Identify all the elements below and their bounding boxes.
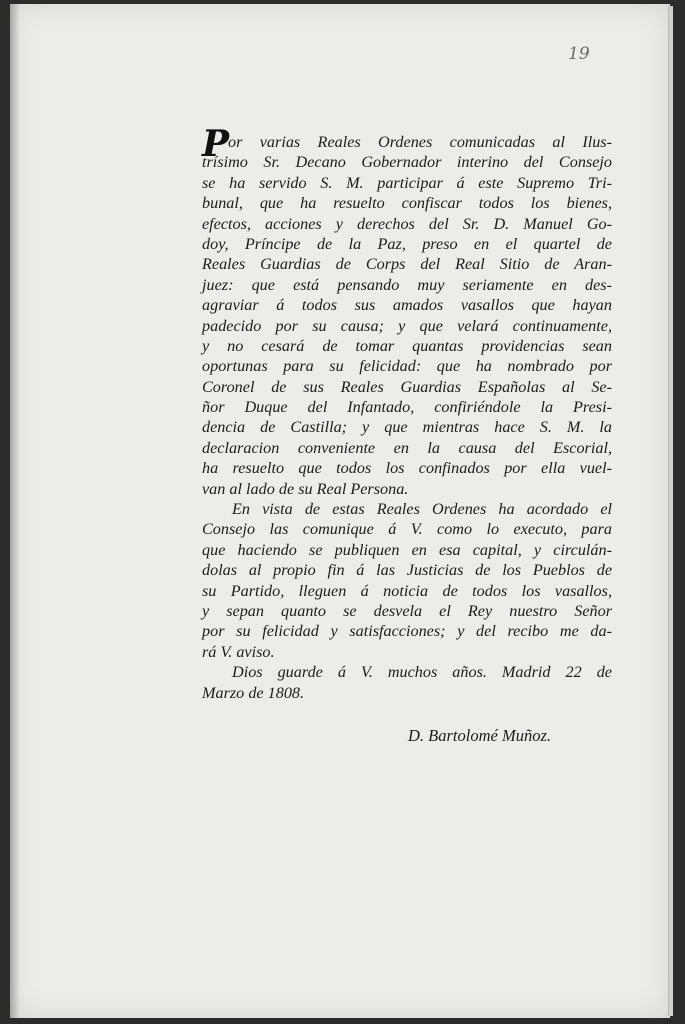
text-line: se ha servido S. M. participar á este Supremo Tri-: [202, 173, 612, 192]
text-line: ñor Duque del Infantado, confiriéndole la Presi-: [202, 398, 612, 417]
text-line: En vista de estas Reales Ordenes ha acordado el: [232, 500, 612, 519]
text-line: rá V. aviso.: [202, 642, 275, 661]
text-line: dencia de Castilla; y que mientras hace S. M. la: [202, 418, 612, 437]
text-line: doy, Príncipe de la Paz, preso en el quartel de: [202, 234, 612, 253]
binding-shadow: [10, 4, 20, 1018]
text-line: Consejo las comunique á V. como lo executo, para: [202, 520, 612, 539]
text-line: que haciendo se publiquen en esa capital, y circulán-: [202, 540, 612, 559]
text-line: Reales Guardias de Corps del Real Sitio de Aran-: [202, 255, 612, 274]
text-line: por su felicidad y satisfacciones; y del recibo me da-: [202, 622, 612, 641]
text-line: padecido por su causa; y que velará continuamente,: [202, 316, 612, 335]
folio-number: 19: [568, 44, 590, 64]
text-line: ha resuelto que todos los confinados por ella vuel-: [202, 459, 612, 478]
drop-cap: P: [202, 123, 230, 165]
text-line: oportunas para su felicidad: que ha nombrado por: [202, 357, 612, 376]
text-line: declaracion conveniente en la causa del Escorial,: [202, 438, 612, 457]
page-edge: [668, 6, 673, 1016]
text-line: efectos, acciones y derechos del Sr. D. Manuel Go-: [202, 214, 612, 233]
text-line: y no cesará de tomar quantas providencias sean: [202, 336, 612, 355]
text-line: van al lado de su Real Persona.: [202, 479, 409, 498]
signature: D. Bartolomé Muñoz.: [408, 726, 551, 745]
decree-text: [202, 123, 612, 703]
text-line: y sepan quanto se desvela el Rey nuestro Señor: [202, 601, 612, 620]
text-line: bunal, que ha resuelto confiscar todos los bienes,: [202, 194, 612, 213]
text-line: or varias Reales Ordenes comunicadas al Ilus-: [228, 133, 612, 151]
text-line: Dios guarde á V. muchos años. Madrid 22 de: [232, 663, 612, 682]
text-line: Coronel de sus Reales Guardias Españolas al Se-: [202, 377, 612, 396]
text-line: agraviar á todos sus amados vasallos que hayan: [202, 296, 612, 315]
text-line: dolas al propio fin á las Justicias de los Pueblos de: [202, 561, 612, 580]
text-line: trísimo Sr. Decano Gobernador interino del Consejo: [202, 153, 612, 172]
text-line: Marzo de 1808.: [202, 683, 305, 702]
text-line: juez: que está pensando muy seriamente en des-: [202, 275, 612, 294]
text-line: su Partido, lleguen á noticia de todos los vasallos,: [202, 581, 612, 600]
